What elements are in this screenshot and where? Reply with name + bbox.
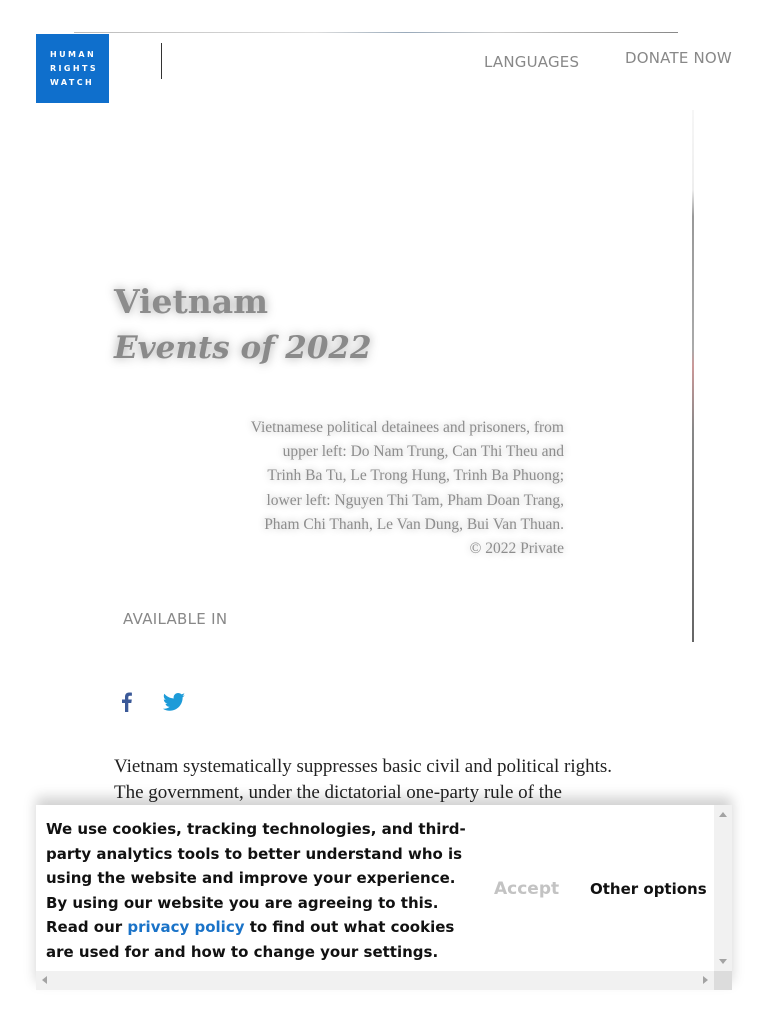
scroll-down-arrow-icon[interactable] xyxy=(719,959,727,964)
caption-line: Pham Chi Thanh, Le Van Dung, Bui Van Thuan. xyxy=(264,515,564,533)
logo-line-3: WATCH xyxy=(50,77,95,87)
scroll-up-arrow-icon[interactable] xyxy=(719,812,727,817)
article-intro xyxy=(114,754,674,806)
caption-copyright: © 2022 Private xyxy=(469,540,564,558)
horizontal-scrollbar[interactable] xyxy=(36,971,714,990)
accept-button[interactable]: Accept xyxy=(494,879,560,899)
cookie-banner xyxy=(36,805,732,990)
cookie-text-after: to find out what cookies are used for and how to change your settings. xyxy=(46,918,455,961)
hrw-logo[interactable] xyxy=(36,34,109,103)
hero-caption xyxy=(190,416,564,561)
twitter-icon xyxy=(161,690,187,714)
scrollbar-corner xyxy=(714,971,732,990)
privacy-policy-link[interactable]: privacy policy xyxy=(127,918,245,937)
cookie-message xyxy=(46,817,466,965)
logo-line-2: RIGHTS xyxy=(50,63,99,73)
caption-line: upper left: Do Nam Trung, Can Thi Theu and xyxy=(282,443,564,461)
caption-line: Trinh Ba Tu, Le Trong Hung, Trinh Ba Phuong; xyxy=(267,467,564,485)
header-divider xyxy=(161,43,162,79)
hero-image-edge xyxy=(692,110,694,642)
caption-line: lower left: Nguyen Thi Tam, Pham Doan Trang, xyxy=(266,491,564,509)
twitter-share-button[interactable] xyxy=(161,690,187,714)
article-line: Vietnam systematically suppresses basic civil and political rights. xyxy=(114,756,613,777)
cookie-text-before: We use cookies, tracking technologies, and third-party analytics tools to better understand who is using the website and improve your experience. By using our website you are agreeing to this. Read our xyxy=(46,820,466,937)
facebook-share-button[interactable] xyxy=(118,690,136,714)
top-border-line xyxy=(74,32,678,33)
logo-line-1: HUMAN xyxy=(50,49,97,59)
languages-link[interactable]: LANGUAGES xyxy=(484,53,580,71)
scroll-right-arrow-icon[interactable] xyxy=(703,976,708,984)
scroll-left-arrow-icon[interactable] xyxy=(42,976,47,984)
vertical-scrollbar[interactable] xyxy=(714,805,732,971)
page-subtitle: Events of 2022 xyxy=(114,330,372,366)
facebook-icon xyxy=(118,690,136,714)
page-title: Vietnam xyxy=(114,282,269,321)
article-line: The government, under the dictatorial one-party rule of the xyxy=(114,782,562,803)
available-in-label[interactable]: AVAILABLE IN xyxy=(123,610,228,628)
donate-now-link[interactable]: DONATE NOW xyxy=(625,49,732,67)
other-options-button[interactable]: Other options xyxy=(590,880,707,898)
caption-line: Vietnamese political detainees and prisoners, from xyxy=(250,419,564,436)
